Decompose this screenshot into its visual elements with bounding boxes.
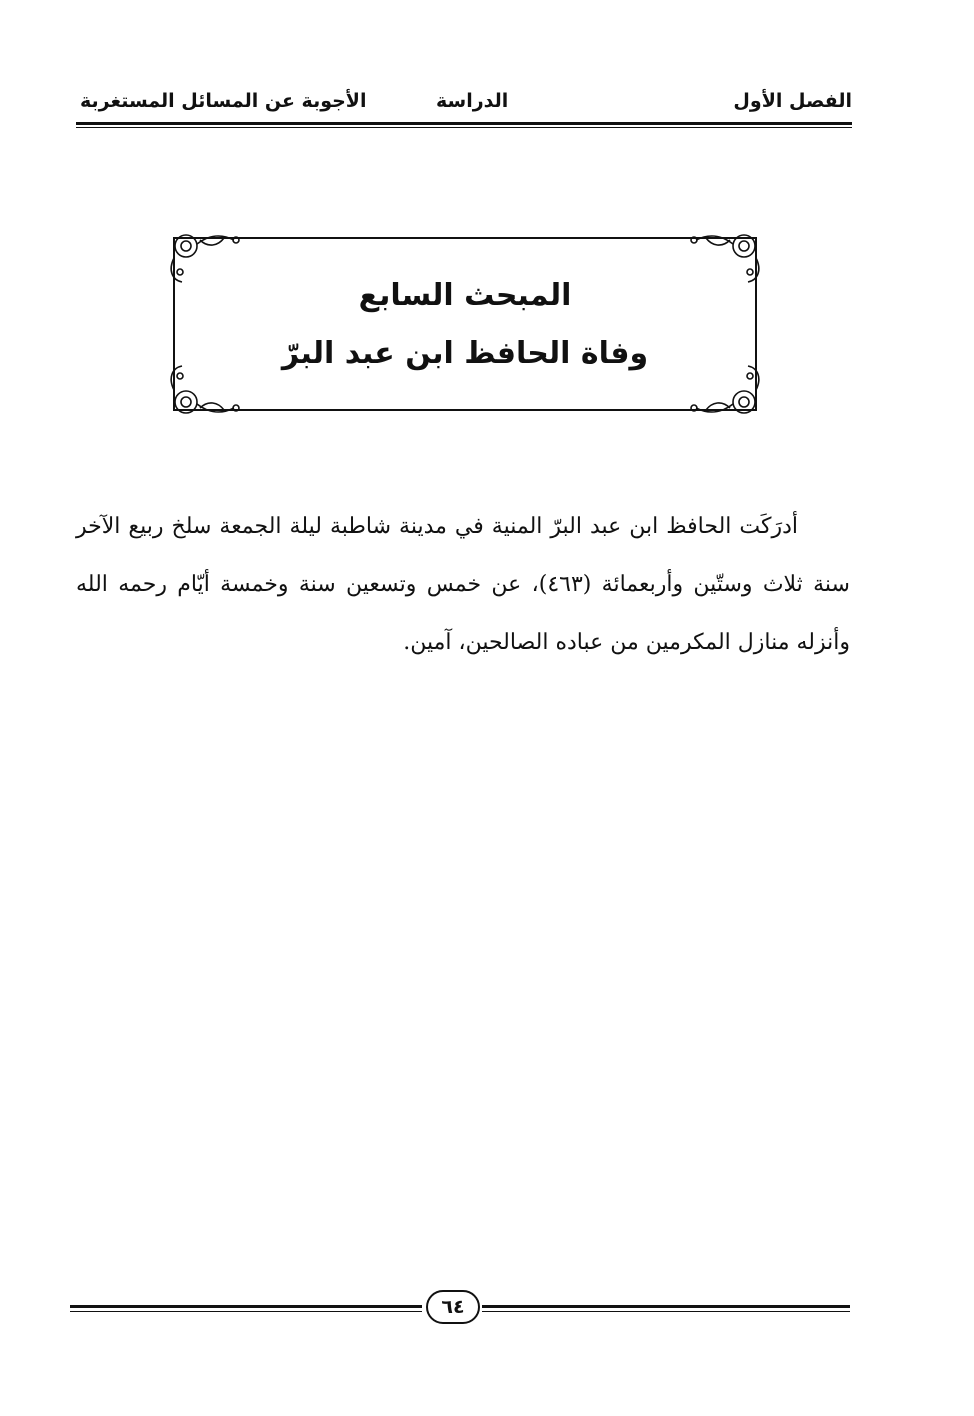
section-title: المبحث السابع — [358, 278, 572, 313]
header-rule — [76, 122, 852, 128]
corner-ornament-bottom-right — [691, 366, 759, 413]
header-book-title: الأجوبة عن المسائل المستغربة — [80, 90, 367, 112]
body-paragraph: أدرَكَت الحافظ ابن عبد البرّ المنية في مدينة شاطبة ليلة الجمعة سلخ ربيع الآخر سنة ثلاث وستّين وأربعمائة (٤٦٣)، عن خمس وتسعين سنة وخمسة أيّام رحمه الله وأنزله منازل المكرمين من عباده الصالحين، آمين. — [76, 514, 850, 655]
header-chapter: الفصل الأول — [733, 90, 852, 112]
running-header — [76, 78, 852, 130]
page-number: ٦٤ — [426, 1290, 480, 1324]
chapter-title-frame — [160, 224, 770, 424]
section-subtitle: وفاة الحافظ ابن عبد البرّ — [281, 336, 649, 371]
corner-ornament-top-right — [691, 235, 759, 282]
footer-rule-right — [482, 1305, 850, 1312]
ornamental-frame — [160, 224, 770, 424]
body-text — [76, 498, 850, 672]
header-section: الدراسة — [436, 90, 509, 112]
footer-rule-left — [70, 1305, 422, 1312]
corner-ornament-top-left — [171, 235, 239, 282]
page-footer — [70, 1288, 850, 1328]
corner-ornament-bottom-left — [171, 366, 239, 413]
